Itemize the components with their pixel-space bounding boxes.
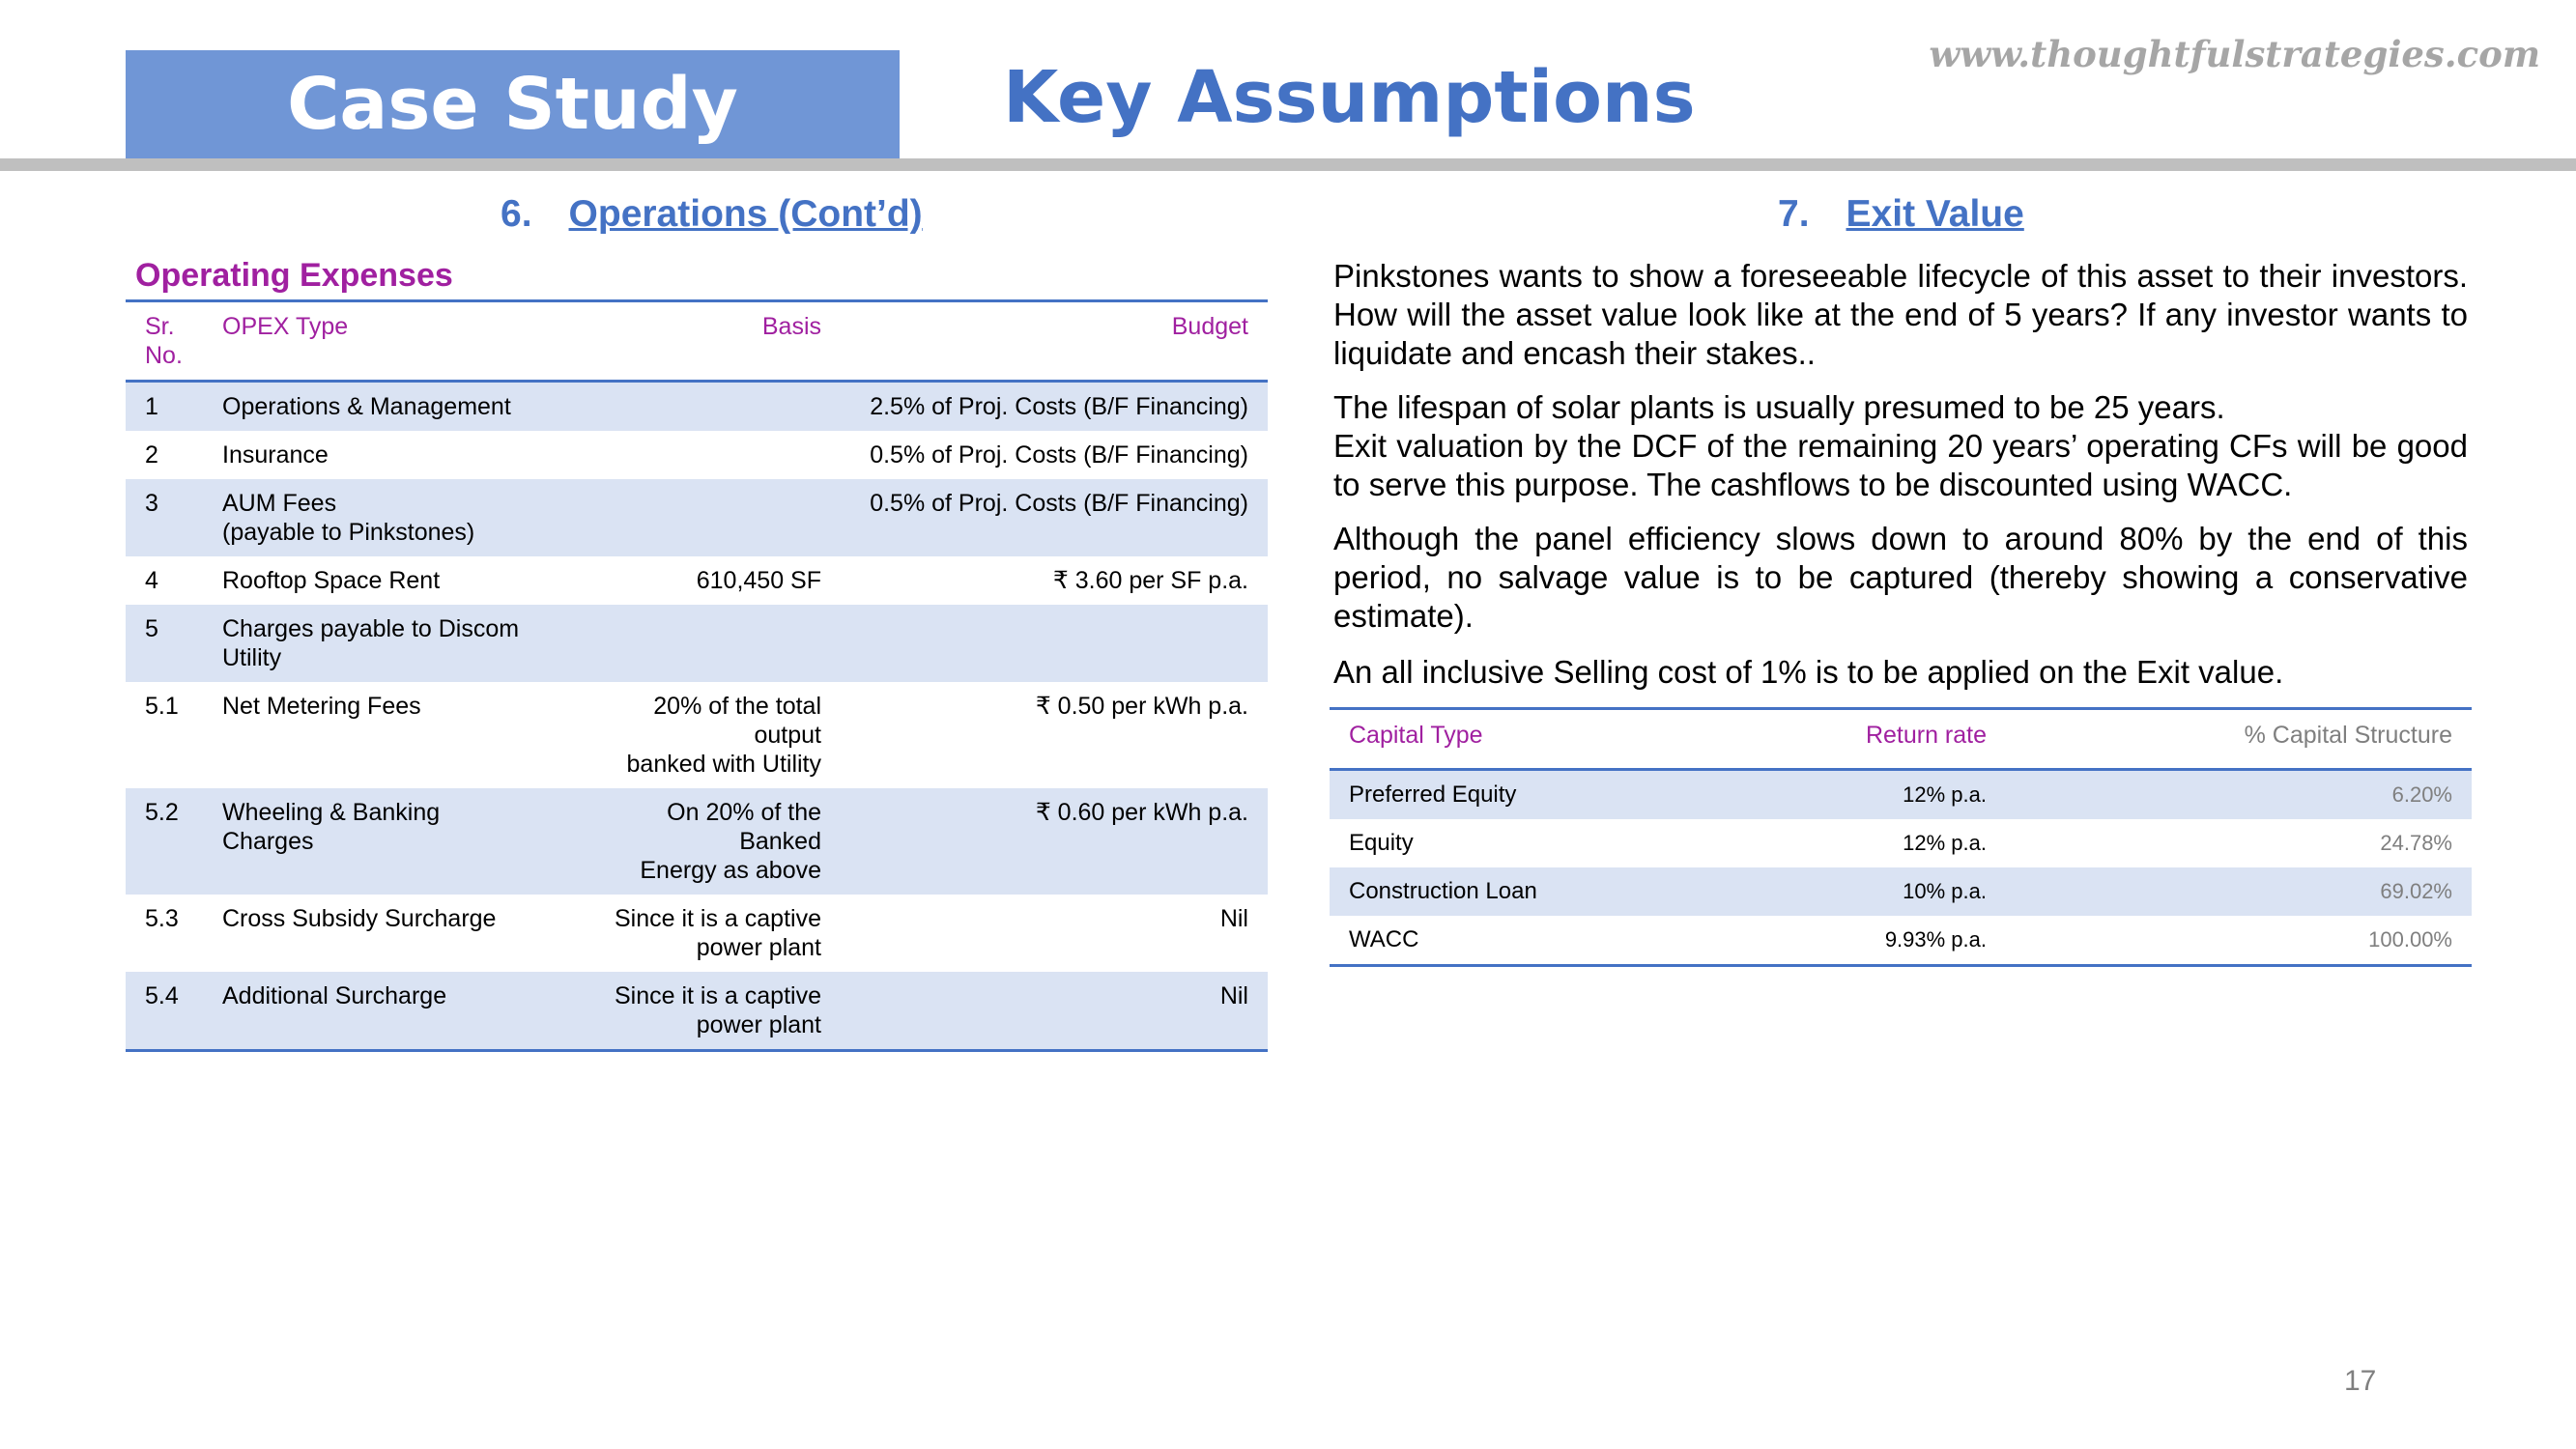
header-opex-type: OPEX Type	[203, 301, 560, 382]
cell-return-rate: 12% p.a.	[1903, 831, 1987, 855]
cell-basis	[560, 895, 841, 972]
cell-budget: Nil	[841, 972, 1268, 1051]
page-title: Key Assumptions	[1003, 56, 1696, 139]
opex-type-text: AUM Fees	[222, 490, 337, 517]
cell-budget: 0.5% of Proj. Costs (B/F Financing)	[841, 479, 1268, 556]
section-heading-exit-value	[1778, 193, 2024, 236]
basis-subtext: banked with Utility	[626, 751, 821, 778]
header-budget: Budget	[841, 301, 1268, 382]
cell-capital-type: Preferred Equity	[1330, 770, 1774, 820]
table-row	[126, 788, 1268, 895]
cell-capital-type: WACC	[1330, 916, 1774, 966]
cell-opex-type	[203, 788, 560, 895]
opex-type-text: Wheeling & Banking	[222, 799, 441, 826]
cell-budget	[841, 605, 1268, 682]
cell-budget: ₹ 0.60 per kWh p.a.	[841, 788, 1268, 895]
table-row	[126, 556, 1268, 605]
cell-return-rate: 10% p.a.	[1774, 867, 2006, 916]
table-row	[126, 682, 1268, 788]
header-divider	[0, 158, 2576, 171]
basis-text: Since it is a captive	[615, 905, 821, 932]
cell-sr-no: 2	[145, 441, 158, 469]
cell-return-rate: 9.93% p.a.	[1774, 916, 2006, 966]
table-row	[1330, 770, 2472, 820]
basis-text: Since it is a captive	[615, 982, 821, 1009]
cell-sr-no: 5.1	[145, 693, 179, 720]
cell-basis	[560, 431, 841, 479]
exit-paragraph-1: Pinkstones wants to show a foreseeable lifecycle of this asset to their investors. How will the asset value look like at the end of 5 years? If any investor wants to liquidate and encash their stakes..	[1333, 258, 2468, 371]
cell-sr-no: 5.4	[126, 972, 203, 1051]
cell-opex-type	[203, 479, 560, 556]
cell-budget: ₹ 3.60 per SF p.a.	[1052, 567, 1248, 594]
capital-structure-table	[1330, 707, 2472, 967]
opex-table	[126, 299, 1268, 1052]
table-row	[1330, 867, 2472, 916]
cell-capital-structure: 69.02%	[2006, 867, 2472, 916]
table-row	[126, 479, 1268, 556]
cell-capital-type: Construction Loan	[1330, 867, 1774, 916]
header-capital-type: Capital Type	[1330, 709, 1774, 770]
cell-capital-structure: 6.20%	[2006, 770, 2472, 820]
banner-text: Case Study	[287, 63, 738, 146]
table-row	[126, 382, 1268, 432]
cell-opex-type	[203, 895, 560, 972]
opex-type-text: Operations & Management	[222, 393, 511, 420]
exit-paragraph-2	[1333, 388, 2468, 504]
opex-caption: Operating Expenses	[135, 257, 453, 294]
basis-subtext: power plant	[696, 1011, 821, 1038]
basis-subtext: Energy as above	[640, 857, 821, 884]
cell-budget: ₹ 0.50 per kWh p.a.	[1035, 693, 1248, 720]
exit-paragraph-4: An all inclusive Selling cost of 1% is to be applied on the Exit value.	[1333, 654, 2284, 690]
cell-capital-structure: 100.00%	[2006, 916, 2472, 966]
website-url: www.thoughtfulstrategies.com	[1929, 33, 2540, 75]
case-study-banner	[126, 50, 900, 158]
cell-opex-type	[203, 431, 560, 479]
header-sr-no: Sr. No.	[126, 301, 203, 382]
cell-sr-no: 1	[126, 382, 203, 432]
opex-type-text: Charges payable to Discom Utility	[222, 615, 520, 671]
cell-sr-no: 5.3	[145, 905, 179, 932]
opex-type-text: Insurance	[222, 441, 329, 469]
basis-subtext: power plant	[696, 934, 821, 961]
section-number: 6.	[501, 193, 532, 235]
page-number: 17	[2344, 1365, 2377, 1397]
cell-budget: 2.5% of Proj. Costs (B/F Financing)	[841, 382, 1268, 432]
cell-sr-no: 5	[126, 605, 203, 682]
table-row	[1330, 819, 2472, 867]
cell-basis	[560, 682, 841, 788]
cell-opex-type	[203, 972, 560, 1051]
cell-budget: 0.5% of Proj. Costs (B/F Financing)	[870, 441, 1248, 469]
cell-basis	[560, 788, 841, 895]
section-number: 7.	[1778, 193, 1810, 235]
cell-basis	[560, 556, 841, 605]
exit-paragraph-3: Although the panel efficiency slows down to around 80% by the end of this period, no salvage value is to be captured (thereby showing a conservative estimate).	[1333, 521, 2468, 634]
cell-capital-type: Equity	[1349, 830, 1414, 856]
cell-return-rate: 12% p.a.	[1774, 770, 2006, 820]
section-heading-operations	[501, 193, 923, 236]
table-header-row	[126, 301, 1268, 382]
cell-basis	[560, 972, 841, 1051]
opex-type-text: Net Metering Fees	[222, 693, 421, 720]
header-basis: Basis	[560, 301, 841, 382]
basis-text: On 20% of the Banked	[667, 799, 821, 855]
table-row	[126, 431, 1268, 479]
opex-type-text: Cross Subsidy Surcharge	[222, 905, 497, 932]
cell-budget: Nil	[1219, 905, 1248, 932]
cell-basis	[560, 605, 841, 682]
section-title: Operations (Cont’d)	[568, 193, 923, 235]
table-header-row	[1330, 709, 2472, 770]
table-row	[126, 605, 1268, 682]
table-row	[126, 972, 1268, 1051]
section-title: Exit Value	[1846, 193, 2024, 235]
exit-paragraph-2b: Exit valuation by the DCF of the remaining 20 years’ operating CFs will be good to serve this purpose. The cashflows to be discounted using WACC.	[1333, 428, 2468, 502]
cell-opex-type	[203, 382, 560, 432]
cell-opex-type	[203, 556, 560, 605]
opex-type-subtext: Charges	[222, 828, 314, 855]
table-row	[1330, 916, 2472, 966]
cell-basis	[560, 382, 841, 432]
cell-sr-no: 3	[126, 479, 203, 556]
cell-basis	[560, 479, 841, 556]
cell-sr-no: 4	[145, 567, 158, 594]
opex-type-subtext: (payable to Pinkstones)	[222, 519, 475, 546]
header-return-rate: Return rate	[1774, 709, 2006, 770]
header-capital-structure: % Capital Structure	[2006, 709, 2472, 770]
cell-capital-structure: 24.78%	[2380, 831, 2452, 855]
basis-text: 20% of the total output	[653, 693, 821, 749]
opex-type-text: Rooftop Space Rent	[222, 567, 441, 594]
basis-text: 610,450 SF	[696, 567, 821, 594]
cell-opex-type	[203, 605, 560, 682]
cell-sr-no: 5.2	[126, 788, 203, 895]
exit-paragraph-2a: The lifespan of solar plants is usually presumed to be 25 years.	[1333, 389, 2225, 425]
table-row	[126, 895, 1268, 972]
opex-type-text: Additional Surcharge	[222, 982, 447, 1009]
cell-opex-type	[203, 682, 560, 788]
